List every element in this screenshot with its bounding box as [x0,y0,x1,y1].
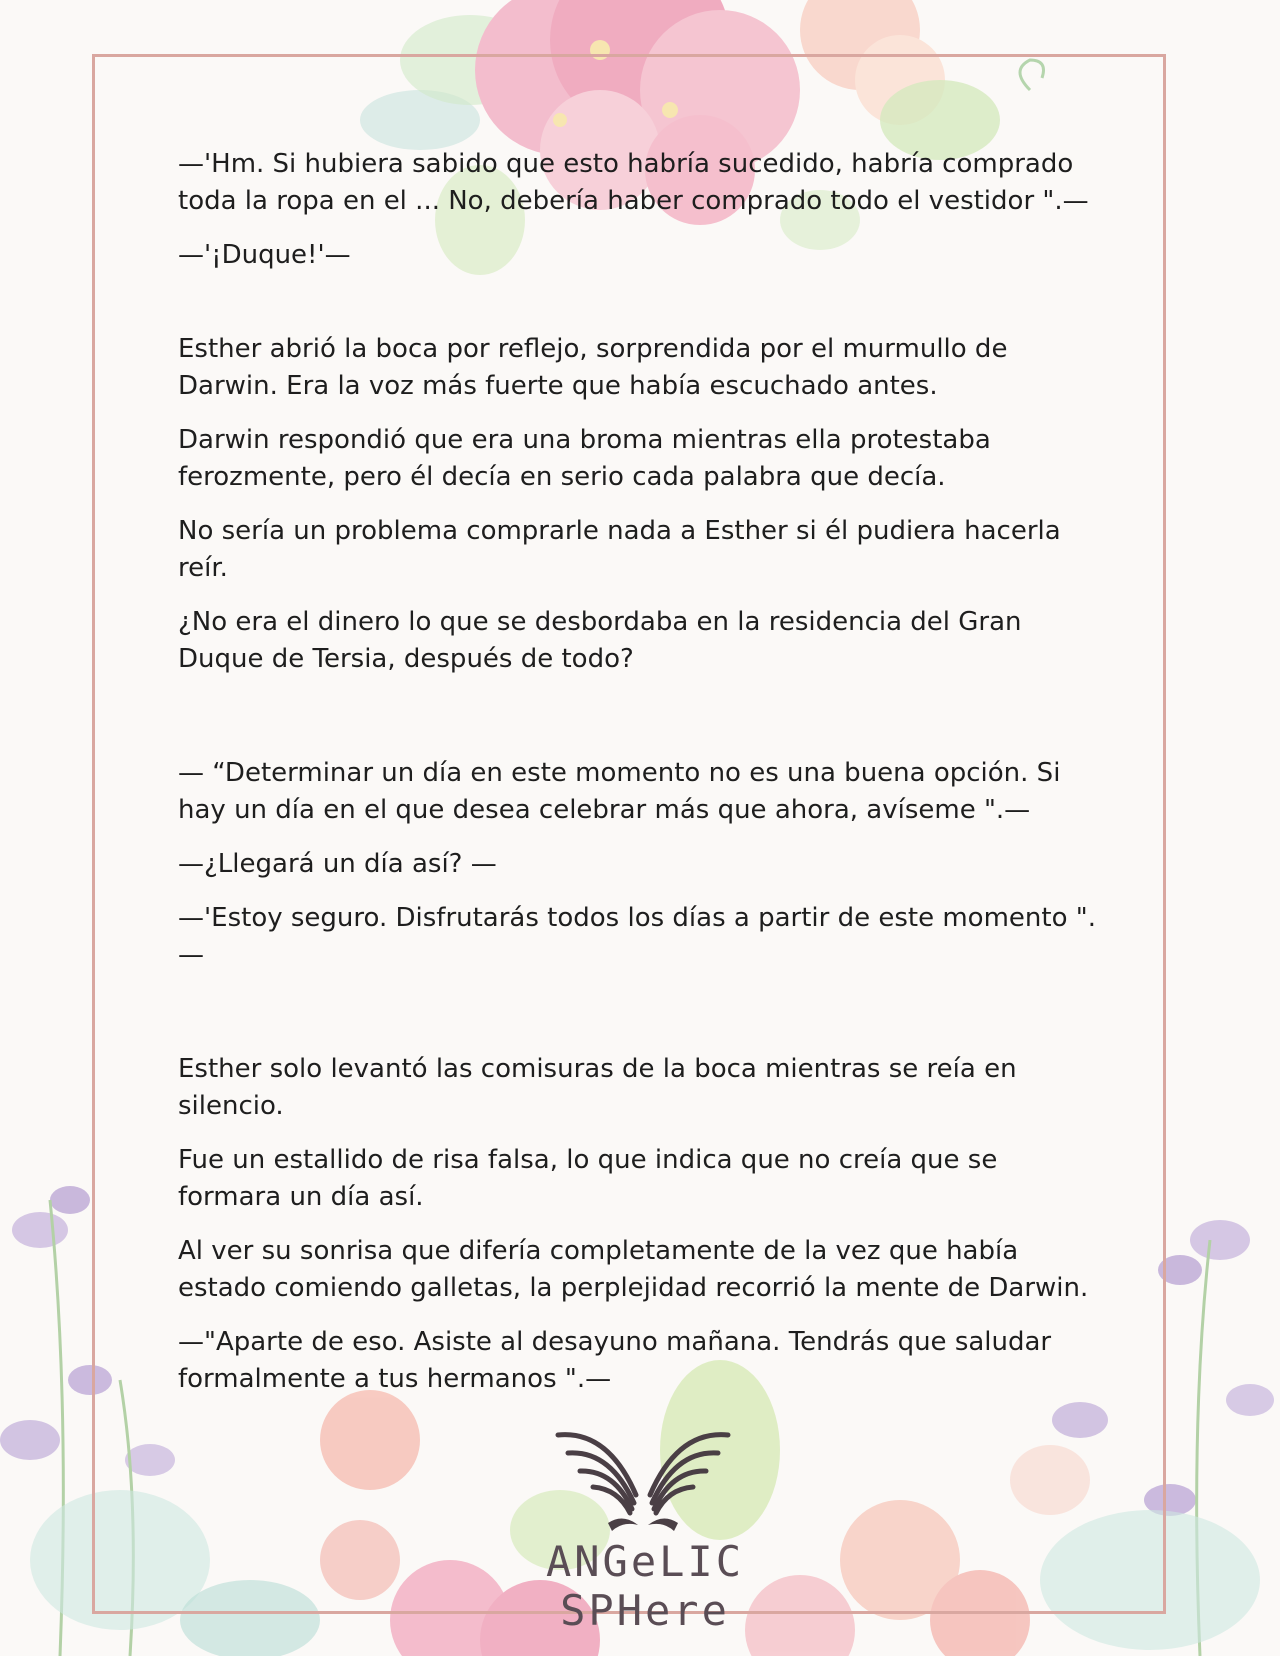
narrative-paragraph: Fue un estallido de risa falsa, lo que indica que no creía que se formara un día así. [178,1145,998,1212]
section-break [178,695,1108,755]
story-text [178,146,1108,1415]
narrative-paragraph: Darwin respondió que era una broma mientras ella protestaba ferozmente, pero él decía en serio cada palabra que decía. [178,425,991,492]
angel-wings-icon [538,1425,748,1540]
dialogue-line: — “Determinar un día en este momento no es una buena opción. Si hay un día en el que desea celebrar más que ahora, avíseme ".— [178,758,1061,825]
dialogue-line: —¿Llegará un día así? — [178,849,497,879]
dialogue-line: —'Hm. Si hubiera sabido que esto habría sucedido, habría comprado toda la ropa en el ... No, debería haber comprado todo el vestidor ".— [178,149,1089,216]
dialogue-line: —"Aparte de eso. Asiste al desayuno mañana. Tendrás que saludar formalmente a tus hermanos ".— [178,1327,1052,1394]
logo-wordmark: ANGeLIC SPHere [545,1537,744,1635]
narrative-paragraph: Esther abrió la boca por reflejo, sorprendida por el murmullo de Darwin. Era la voz más fuerte que había escuchado antes. [178,334,1008,401]
angelic-sphere-logo [480,1425,810,1635]
dialogue-line: —'¡Duque!'— [178,240,351,270]
narrative-paragraph: ¿No era el dinero lo que se desbordaba en la residencia del Gran Duque de Tersia, después de todo? [178,607,1022,674]
section-break [178,991,1108,1051]
narrative-paragraph: Al ver su sonrisa que difería completamente de la vez que había estado comiendo galletas, la perplejidad recorrió la mente de Darwin. [178,1236,1089,1303]
section-break [178,291,1108,331]
dialogue-line: —'Estoy seguro. Disfrutarás todos los días a partir de este momento ".— [178,903,1096,970]
narrative-paragraph: No sería un problema comprarle nada a Esther si él pudiera hacerla reír. [178,516,1061,583]
narrative-paragraph: Esther solo levantó las comisuras de la boca mientras se reía en silencio. [178,1054,1017,1121]
